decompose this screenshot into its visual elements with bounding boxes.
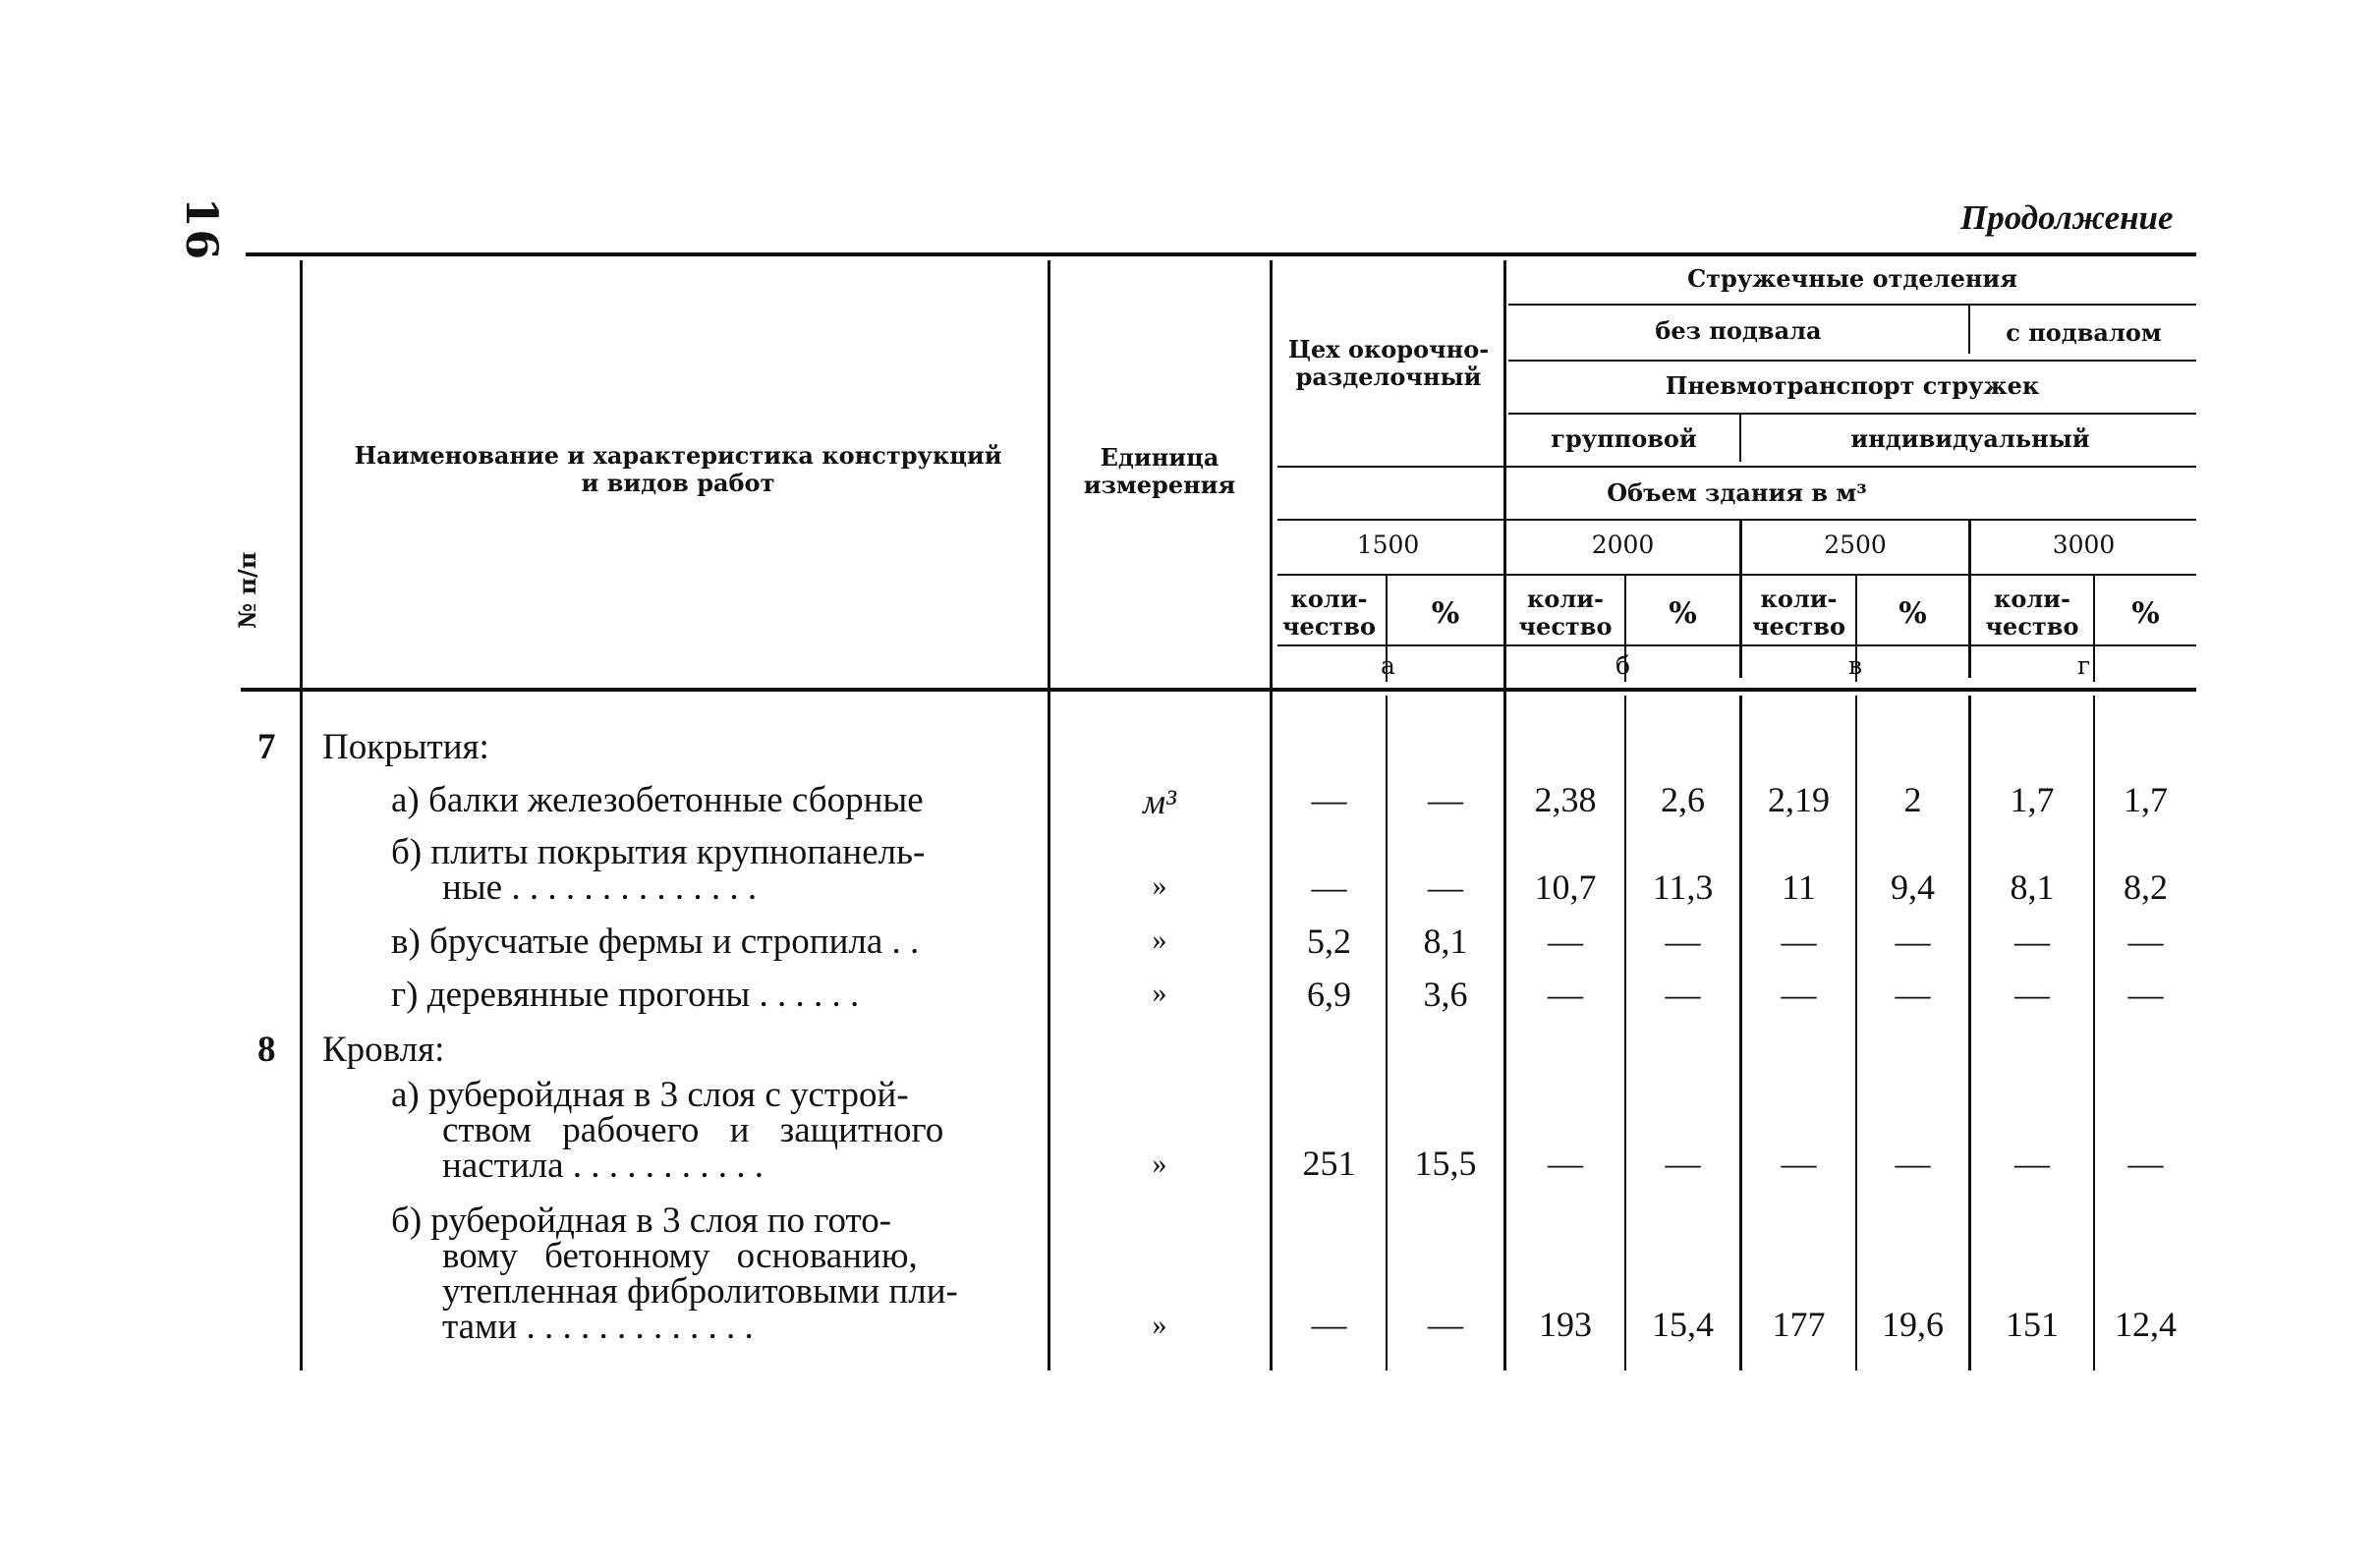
value: 1,7: [2124, 780, 2168, 819]
unit: »: [1152, 869, 1167, 902]
value: 8,1: [2010, 867, 2055, 907]
volume-3000: 3000: [2052, 531, 2116, 559]
unit: м³: [1143, 782, 1176, 821]
item-text: б) плиты покрытия крупнопанель-: [391, 832, 926, 872]
value: 19,6: [1882, 1305, 1944, 1344]
item-text-cont: вому бетонному основанию,: [442, 1236, 918, 1276]
qty-d: [1971, 586, 2093, 640]
value: 2,19: [1768, 780, 1830, 819]
item-text-cont: настила . . . . . . . . . . .: [442, 1146, 765, 1186]
qty-b: [1506, 586, 1624, 640]
value: —: [1665, 1144, 1701, 1183]
section-title: Покрытия:: [322, 727, 489, 767]
pct-b: %: [1669, 596, 1697, 631]
value: 2,38: [1534, 780, 1597, 819]
value: —: [1311, 867, 1347, 907]
qty-text: коли- чество: [1985, 585, 2079, 641]
header-name-text: Наименование и характеристика конструкций и видов работ: [354, 441, 1002, 497]
value: —: [1548, 975, 1583, 1014]
volume-1500: 1500: [1356, 531, 1420, 559]
header-no-basement: без подвала: [1655, 316, 1822, 345]
item-text: а) руберойдная в 3 слоя с устрой-: [391, 1075, 909, 1115]
value: 11,3: [1652, 867, 1714, 907]
unit: »: [1152, 1309, 1167, 1341]
value: 15,5: [1414, 1144, 1477, 1183]
volume-2000: 2000: [1591, 531, 1655, 559]
qty-text: коли- чество: [1518, 585, 1613, 641]
value: —: [1428, 1305, 1463, 1344]
rule: [1277, 519, 2196, 521]
value: —: [1665, 975, 1701, 1014]
value: —: [1895, 975, 1931, 1014]
value: 251: [1302, 1144, 1356, 1183]
item-text: г) деревянные прогоны . . . . . .: [391, 975, 860, 1015]
item-text: а) балки железобетонные сборные: [391, 780, 924, 820]
rule: [1508, 413, 2196, 415]
header-with-basement: с подвалом: [2006, 318, 2162, 347]
header-pneumo: Пневмотранспорт стружек: [1665, 371, 2040, 400]
value: —: [1895, 1144, 1931, 1183]
value: 151: [2006, 1305, 2059, 1344]
unit: »: [1152, 977, 1167, 1009]
header-individual: индивидуальный: [1850, 424, 2090, 453]
header-shop-text: Цех окорочно- разделочный: [1287, 335, 1490, 391]
col-rule: [1048, 260, 1050, 1370]
header-group: групповой: [1551, 424, 1697, 453]
value: —: [2127, 975, 2164, 1014]
value: —: [1781, 922, 1817, 961]
value: 9,4: [1891, 867, 1935, 907]
section-title: Кровля:: [322, 1030, 445, 1070]
header-row-no: № п/п: [233, 551, 261, 629]
pct-a: %: [1431, 596, 1460, 631]
qty-text: коли- чество: [1751, 585, 1845, 641]
item-text-cont: утепленная фибролитовыми пли-: [442, 1271, 958, 1312]
value: 177: [1772, 1305, 1826, 1344]
value: —: [2014, 1144, 2050, 1183]
qty-a: [1273, 586, 1386, 640]
rule: [1508, 360, 2196, 362]
value: —: [1428, 780, 1463, 819]
value: 8,2: [2124, 867, 2168, 907]
header-bottom-rule: [241, 688, 2196, 692]
rule: [1508, 304, 2196, 306]
unit: »: [1152, 923, 1167, 956]
value: 2: [1903, 780, 1922, 819]
rule: [1277, 466, 2196, 468]
item-text-cont: ством рабочего и защитного: [442, 1110, 944, 1150]
value: 3,6: [1423, 975, 1468, 1014]
value: 6,9: [1307, 975, 1351, 1014]
item-text: б) руберойдная в 3 слоя по гото-: [391, 1201, 892, 1241]
value: —: [2014, 975, 2050, 1014]
pct-c: %: [1898, 596, 1927, 631]
value: —: [1548, 1144, 1583, 1183]
value: —: [2127, 922, 2164, 961]
value: 11: [1782, 867, 1816, 907]
value: —: [1548, 922, 1583, 961]
row-number: 8: [257, 1030, 276, 1070]
rule: [1277, 644, 2196, 646]
value: —: [1665, 922, 1701, 961]
item-text-cont: ные . . . . . . . . . . . . . .: [442, 867, 758, 908]
volume-2500: 2500: [1824, 531, 1887, 559]
letter-b: б: [1615, 651, 1631, 680]
header-name: [334, 442, 1022, 496]
value: —: [2014, 922, 2050, 961]
value: 8,1: [1423, 922, 1468, 961]
header-shop: [1275, 336, 1502, 390]
letter-d: г: [2076, 651, 2091, 680]
value: —: [1781, 975, 1817, 1014]
qty-c: [1742, 586, 1855, 640]
header-volume: Объем здания в м³: [1607, 478, 1867, 507]
value: —: [1781, 1144, 1817, 1183]
value: —: [1311, 780, 1347, 819]
item-text-cont: тами . . . . . . . . . . . . .: [442, 1307, 754, 1347]
col-rule: [1968, 305, 1970, 354]
qty-text: коли- чество: [1281, 585, 1376, 641]
value: 2,6: [1661, 780, 1705, 819]
value: —: [1311, 1305, 1347, 1344]
value: 10,7: [1534, 867, 1597, 907]
value: 12,4: [2115, 1305, 2177, 1344]
value: —: [2127, 1144, 2164, 1183]
col-rule: [300, 260, 303, 1370]
letter-a: а: [1381, 651, 1395, 680]
value: 5,2: [1307, 922, 1351, 961]
unit: »: [1152, 1147, 1167, 1180]
header-unit-text: Единица измерения: [1083, 443, 1236, 499]
page-number: 16: [176, 196, 227, 262]
rule: [1277, 574, 2196, 576]
value: 193: [1539, 1305, 1592, 1344]
letter-c: в: [1847, 651, 1863, 680]
pct-d: %: [2131, 596, 2160, 631]
value: —: [1428, 867, 1463, 907]
table-top-rule: [246, 252, 2196, 256]
col-rule: [1739, 413, 1741, 462]
value: 15,4: [1652, 1305, 1714, 1344]
continuation-label: Продолжение: [1960, 198, 2174, 237]
header-chip-departments: Стружечные отделения: [1687, 264, 2017, 293]
item-text: в) брусчатые фермы и стропила . .: [391, 922, 920, 962]
header-unit: [1056, 444, 1263, 498]
row-number: 7: [257, 727, 276, 767]
value: —: [1895, 922, 1931, 961]
value: 1,7: [2010, 780, 2055, 819]
